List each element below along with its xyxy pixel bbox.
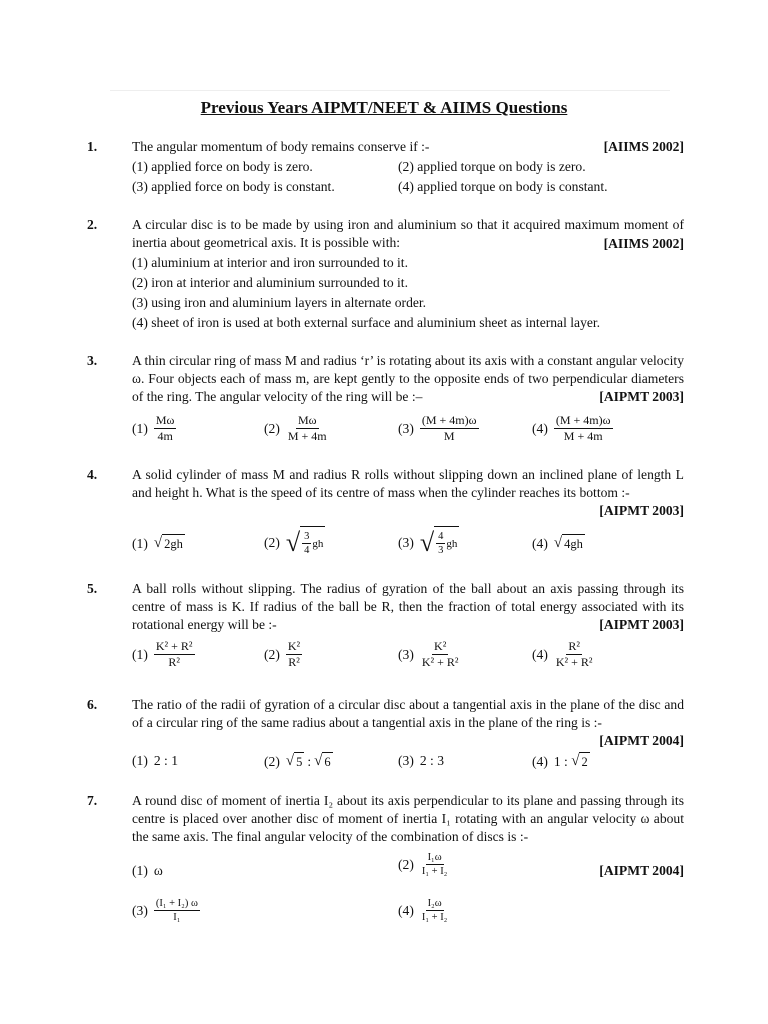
radicand: 2 [579,752,589,771]
numerator: K² [287,639,301,653]
question-number: 2. [87,217,98,232]
numerator: (M + 4m)ω [555,413,611,427]
option-1: (1) applied force on body is zero. [132,159,313,174]
radical-sign: √ [153,535,163,551]
option-3: (3) using iron and aluminium layers in alternate order. [132,295,427,310]
option-3 [398,414,479,443]
option-label: (1) [132,753,148,768]
question-source: [AIPMT 2004] [599,863,684,878]
question-text: A round disc of moment of inertia I₂ about its axis perpendicular to its plane and passing through its centre is placed over another disc of moment of inertia I₁ rotating with an angular velocity ω about the same axis. The final angular velocity of the combination of discs is :- [132,793,684,844]
option-label: (4) [532,535,548,551]
option-3 [398,640,461,669]
denominator: M + 4m [563,429,603,443]
option-2 [264,640,302,669]
radical-sign: √ [553,535,563,551]
square-root [571,752,589,771]
question-number: 6. [87,697,98,712]
option-label: (4) [532,420,548,436]
option-label: (2) [398,856,414,872]
question-number: 1. [87,139,98,154]
option-label: (1) [132,646,148,662]
denominator: R² [168,655,180,669]
numerator: 4 [438,531,444,542]
radicand: 4gh [562,534,585,553]
option-value: 2 : 3 [419,753,445,768]
option-2 [264,526,325,560]
option-value: ω [153,863,163,878]
denominator: I₁ + I₂ [421,866,448,877]
option-label: (1) [132,535,148,551]
question-source: [AIPMT 2003] [599,389,684,404]
option-1 [132,640,195,669]
option-2 [398,852,449,877]
option-label: (3) [398,535,414,550]
numerator: Mω [297,413,317,427]
question-text: A ball rolls without slipping. The radius of gyration of the ball about an axis passing through its centre of mass is K. If radius of the ball be R, then the fraction of total energy associated with its rotational energy will be :- [132,581,684,632]
radical-sign: √ [314,753,323,769]
radical-sign: √ [571,753,580,769]
fraction [436,531,445,556]
fraction [154,640,195,669]
denominator: 4m [157,429,173,443]
denominator: I₁ [173,912,181,923]
option-label: (2) [264,535,280,550]
question-text: A thin circular ring of mass M and radius ‘r’ is rotating about its axis with a constant angular velocity ω. Four objects each of mass m, are kept gently to the opposite ends of two perpendicular diameters of the ring. The angular velocity of the ring will be :– [132,353,684,404]
fraction [286,640,302,669]
option-1 [132,534,185,553]
radicand [300,526,325,560]
question-number: 3. [87,353,98,368]
numerator: R² [568,639,580,653]
fraction [420,414,479,443]
option-2 [264,752,333,771]
option-value: 2 : 1 [153,753,179,768]
fraction [420,852,450,877]
option-label: (4) [398,902,414,918]
question-source: [AIIMS 2002] [603,139,684,154]
numerator: (I₁ + I₂) ω [155,898,198,909]
option-label: (4) [532,753,548,769]
option-4: (4) sheet of iron is used at both external surface and aluminium sheet as internal layer. [132,315,601,330]
fraction [154,898,200,923]
radicand-tail: gh [446,537,458,550]
option-label: (1) [132,420,148,436]
numerator: Mω [155,413,175,427]
option-4 [532,640,595,669]
question-source: [AIPMT 2004] [599,733,684,748]
denominator: M [443,429,455,443]
square-root [154,534,185,553]
option-label: (2) [264,753,280,769]
denominator: I₁ + I₂ [421,912,448,923]
question-number: 5. [87,581,98,596]
question-text: A circular disc is to be made by using iron and aluminium so that it acquired maximum moment of inertia about geometrical axis. It is possible with: [132,217,684,250]
option-label: (3) [132,902,148,918]
header-rule [110,90,670,91]
denominator: 3 [438,545,444,556]
denominator: 4 [304,545,310,556]
page-title: Previous Years AIPMT/NEET & AIIMS Questions [200,98,568,117]
option-4 [532,752,590,771]
option-3 [398,526,459,560]
option-label: (2) [264,420,280,436]
option-3 [132,898,200,923]
option-1 [132,752,178,770]
square-root [314,752,332,771]
radical-sign: √ [419,528,435,557]
option-3 [398,752,444,770]
numerator: 3 [304,531,310,542]
square-root [286,526,326,560]
question-text: A solid cylinder of mass M and radius R rolls without slipping down an inclined plane of length L and height h. What is the speed of its centre of mass when the cylinder reaches its bottom :- [132,467,684,500]
radicand [434,526,459,560]
option-2: (2) applied torque on body is zero. [398,159,586,174]
option-label: (4) [532,646,548,662]
ratio-colon: : [307,753,312,769]
fraction [554,640,595,669]
option-label: (3) [398,646,414,662]
question-source: [AIIMS 2002] [603,236,684,251]
option-4 [398,898,449,923]
option-4 [532,414,613,443]
square-root [420,526,460,560]
radicand: 5 [294,752,304,771]
numerator: I₁ω [427,852,442,863]
option-1 [132,414,176,443]
radical-sign: √ [285,753,295,769]
denominator: M + 4m [287,429,327,443]
denominator: K² + R² [555,655,593,669]
question-number: 7. [87,793,98,808]
option-label: (3) [398,753,414,768]
question-source: [AIPMT 2003] [599,503,684,518]
option-1: (1) aluminium at interior and iron surrounded to it. [132,255,408,270]
denominator: R² [288,655,300,669]
question-text: The angular momentum of body remains conserve if :- [132,139,430,154]
option-3: (3) applied force on body is constant. [132,179,335,194]
question-source: [AIPMT 2003] [599,617,684,632]
denominator: K² + R² [421,655,459,669]
square-root [286,752,304,771]
option-2: (2) iron at interior and aluminium surrounded to it. [132,275,408,290]
fraction [154,414,177,443]
radicand: 6 [322,752,332,771]
fraction [286,414,329,443]
numerator: K² + R² [155,639,193,653]
ratio-prefix: 1 : [553,753,572,769]
radical-sign: √ [285,528,301,557]
fraction [420,640,461,669]
fraction [420,898,450,923]
option-2 [264,414,329,443]
fraction [302,531,311,556]
option-1 [132,862,163,880]
numerator: I₂ω [427,898,442,909]
option-label: (1) [132,863,148,878]
option-4: (4) applied torque on body is constant. [398,179,608,194]
radicand-tail: gh [312,537,324,550]
square-root [554,534,585,553]
option-label: (3) [398,420,414,436]
question-text: The ratio of the radii of gyration of a circular disc about a tangential axis in the plane of the disc and of a circular ring of the same radius about a tangential axis in the plane of the ring is :- [132,697,684,730]
question-number: 4. [87,467,98,482]
option-label: (2) [264,646,280,662]
option-4 [532,534,585,553]
numerator: K² [434,639,447,653]
radicand: 2gh [162,534,185,553]
numerator: (M + 4m)ω [421,413,477,427]
fraction [554,414,613,443]
